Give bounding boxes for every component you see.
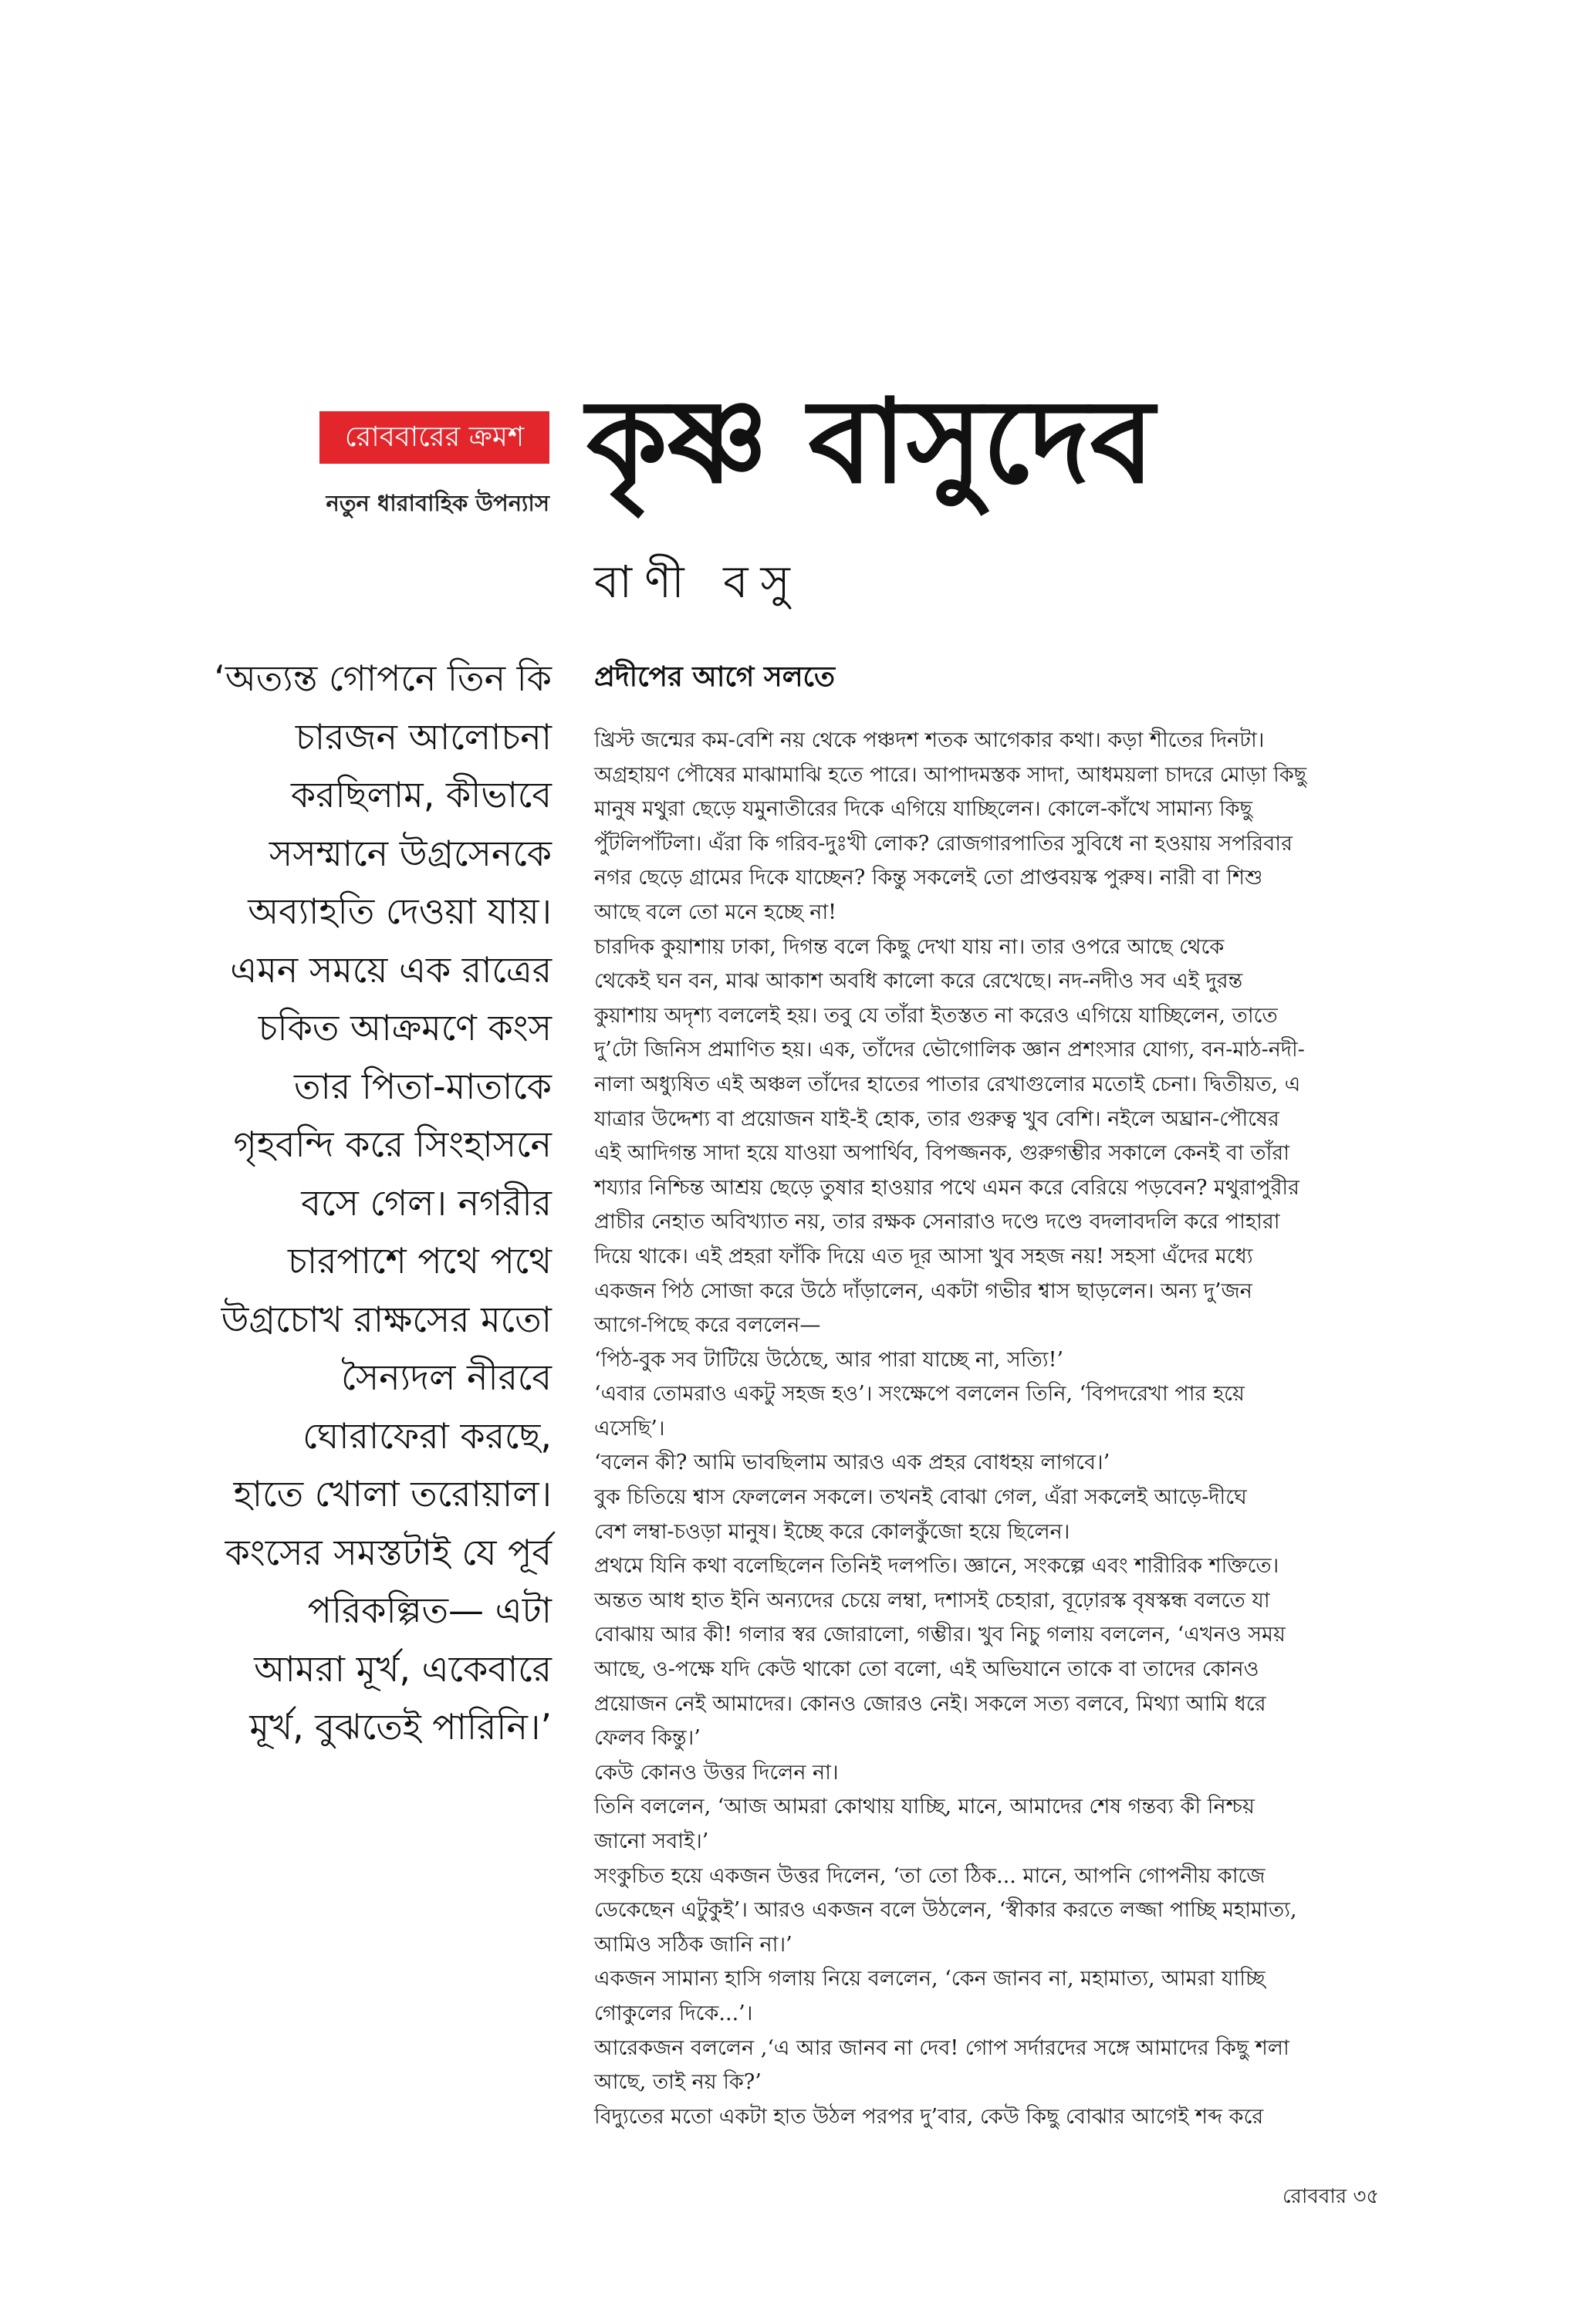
body-line: কুয়াশায় অদৃশ্য বললেই হয়। তবু যে তাঁরা ইতস্তত না করেও এগিয়ে যাচ্ছিলেন, তাতে bbox=[594, 1003, 1278, 1028]
section-tag: রোববারের ক্রমশ bbox=[319, 411, 549, 464]
body-line: মানুষ মথুরা ছেড়ে যমুনাতীরের দিকে এগিয়ে যাচ্ছিলেন। কোলে-কাঁখে সামান্য কিছু bbox=[594, 797, 1252, 822]
body-line: অগ্রহায়ণ পৌষের মাঝামাঝি হতে পারে। আপাদমস্তক সাদা, আধময়লা চাদরে মোড়া কিছু bbox=[594, 762, 1307, 787]
body-line: ‘এবার তোমরাও একটু সহজ হও’। সংক্ষেপে বললেন তিনি, ‘বিপদরেখা পার হয়ে bbox=[594, 1382, 1245, 1407]
body-line: কেউ কোনও উত্তর দিলেন না। bbox=[594, 1760, 839, 1785]
body-line: আছে, ও-পক্ষে যদি কেউ থাকো তো বলো, এই অভিযানে তাকে বা তাদের কোনও bbox=[594, 1657, 1259, 1682]
pull-quote-line: উগ্রচোখ রাক্ষসের মতো bbox=[221, 1298, 552, 1340]
pull-quote-line: আমরা মূর্খ, একেবারে bbox=[254, 1647, 552, 1690]
body-line: থেকেই ঘন বন, মাঝ আকাশ অবধি কালো করে রেখেছে। নদ-নদীও সব এই দুরন্ত bbox=[594, 969, 1243, 994]
body-line: অন্তত আধ হাত ইনি অন্যদের চেয়ে লম্বা, দশাসই চেহারা, বূঢ়োরস্ক বৃষস্কন্ধ বলতে যা bbox=[594, 1588, 1270, 1613]
chapter-heading: প্রদীপের আগে সলতে bbox=[594, 661, 835, 693]
body-line: আছে বলে তো মনে হচ্ছে না! bbox=[594, 900, 837, 924]
body-line: ডেকেছেন এটুকুই’। আরও একজন বলে উঠলেন, ‘স্বীকার করতে লজ্জা পাচ্ছি মহামাত্য, bbox=[594, 1898, 1297, 1923]
series-subtitle: নতুন ধারাবাহিক উপন্যাস bbox=[326, 490, 549, 516]
body-line: একজন সামান্য হাসি গলায় নিয়ে বললেন, ‘কেন জানব না, মহামাত্য, আমরা যাচ্ছি bbox=[594, 1967, 1266, 1991]
body-line: সংকুচিত হয়ে একজন উত্তর দিলেন, ‘তা তো ঠিক... মানে, আপনি গোপনীয় কাজে bbox=[594, 1863, 1266, 1888]
body-line: দিয়ে থাকে। এই প্রহরা ফাঁকি দিয়ে এত দূর আসা খুব সহজ নয়! সহসা এঁদের মধ্যে bbox=[594, 1244, 1253, 1268]
pull-quote-line: সসম্মানে উগ্রসেনকে bbox=[269, 832, 552, 874]
body-line: আছে, তাই নয় কি?’ bbox=[594, 2070, 762, 2095]
body-line: গোকুলের দিকে...’। bbox=[594, 2001, 753, 2025]
author-name: বাণী বসু bbox=[594, 556, 803, 608]
body-line: বুক চিতিয়ে শ্বাস ফেললেন সকলে। তখনই বোঝা গেল, এঁরা সকলেই আড়ে-দীঘে bbox=[594, 1485, 1247, 1510]
body-line: বিদ্যুতের মতো একটা হাত উঠল পরপর দু’বার, কেউ কিছু বোঝার আগেই শব্দ করে bbox=[594, 2104, 1264, 2129]
pull-quote-line: চারপাশে পথে পথে bbox=[288, 1240, 552, 1282]
body-line: নালা অধ্যুষিত এই অঞ্চল তাঁদের হাতের পাতার রেখাগুলোর মতোই চেনা। দ্বিতীয়ত, এ bbox=[594, 1072, 1301, 1096]
pull-quote-line: চারজন আলোচনা bbox=[295, 715, 552, 758]
pull-quote-line: পরিকল্পিত— এটা bbox=[307, 1589, 552, 1631]
pull-quote bbox=[147, 650, 552, 1757]
body-line: এসেছি’। bbox=[594, 1416, 665, 1441]
body-line: বোঝায় আর কী! গলার স্বর জোরালো, গম্ভীর। খুব নিচু গলায় বললেন, ‘এখনও সময় bbox=[594, 1623, 1286, 1647]
body-line: এই আদিগন্ত সাদা হয়ে যাওয়া অপার্থিব, বিপজ্জনক, গুরুগম্ভীর সকালে কেনই বা তাঁরা bbox=[594, 1141, 1290, 1166]
body-line: প্রথমে যিনি কথা বলেছিলেন তিনিই দলপতি। জ্ঞানে, সংকল্পে এবং শারীরিক শক্তিতে। bbox=[594, 1554, 1279, 1579]
body-line: নগর ছেড়ে গ্রামের দিকে যাচ্ছেন? কিন্তু সকলেই তো প্রাপ্তবয়স্ক পুরুষ। নারী বা শিশু bbox=[594, 866, 1263, 890]
pull-quote-line: তার পিতা-মাতাকে bbox=[293, 1065, 552, 1107]
body-line: চারদিক কুয়াশায় ঢাকা, দিগন্ত বলে কিছু দেখা যায় না। তার ওপরে আছে থেকে bbox=[594, 934, 1225, 959]
body-line: বেশ লম্বা-চওড়া মানুষ। ইচ্ছে করে কোলকুঁজো হয়ে ছিলেন। bbox=[594, 1519, 1070, 1544]
pull-quote-line: ঘোরাফেরা করছে, bbox=[302, 1414, 552, 1457]
body-line: জানো সবাই।’ bbox=[594, 1829, 709, 1853]
body-line: শয্যার নিশ্চিন্ত আশ্রয় ছেড়ে তুষার হাওয়ার পথে এমন করে বেরিয়ে পড়বেন? মথুরাপুরীর bbox=[594, 1175, 1300, 1200]
body-line: আরেকজন বললেন ,‘এ আর জানব না দেব! গোপ সর্দারদের সঙ্গে আমাদের কিছু শলা bbox=[594, 2035, 1289, 2060]
pull-quote-line: সৈন্যদল নীরবে bbox=[341, 1356, 552, 1398]
pull-quote-line: বসে গেল। নগরীর bbox=[301, 1181, 552, 1224]
pull-quote-line: চকিত আক্রমণে কংস bbox=[258, 1007, 552, 1049]
body-line: আমিও সঠিক জানি না।’ bbox=[594, 1932, 792, 1957]
page-folio: রোববার ৩৫ bbox=[1282, 2185, 1380, 2208]
body-line: খ্রিস্ট জন্মের কম-বেশি নয় থেকে পঞ্চদশ শতক আগেকার কথা। কড়া শীতের দিনটা। bbox=[594, 728, 1265, 752]
body-line: ‘পিঠ-বুক সব টাটিয়ে উঠেছে, আর পারা যাচ্ছে না, সত্যি!’ bbox=[594, 1347, 1064, 1372]
body-line: দু’টো জিনিস প্রমাণিত হয়। এক, তাঁদের ভৌগোলিক জ্ঞান প্রশংসার যোগ্য, বন-মাঠ-নদী- bbox=[594, 1038, 1305, 1062]
pull-quote-line: ‘অত্যন্ত গোপনে তিন কি bbox=[214, 657, 552, 699]
pull-quote-line: হাতে খোলা তরোয়াল। bbox=[233, 1473, 552, 1515]
body-line: যাত্রার উদ্দেশ্য বা প্রয়োজন যাই-ই হোক, তার গুরুত্ব খুব বেশি। নইলে অঘ্রান-পৌষের bbox=[594, 1106, 1279, 1131]
pull-quote-line: এমন সময়ে এক রাত্রের bbox=[230, 948, 552, 991]
pull-quote-line: মূর্খ, বুঝতেই পারিনি।’ bbox=[249, 1706, 552, 1748]
pull-quote-line: কংসের সমস্তটাই যে পূর্ব bbox=[225, 1531, 552, 1573]
pull-quote-line: গৃহবন্দি করে সিংহাসনে bbox=[233, 1123, 552, 1165]
story-title: কৃষ্ণ বাসুদেব bbox=[586, 375, 1155, 509]
article-body bbox=[594, 724, 1435, 2134]
body-line: প্রাচীর নেহাত অবিখ্যাত নয়, তার রক্ষক সেনারাও দণ্ডে দণ্ডে বদলাবদলি করে পাহারা bbox=[594, 1210, 1280, 1235]
body-line: পুঁটলিপাঁটলা। এঁরা কি গরিব-দুঃখী লোক? রোজগারপাতির সুবিধে না হওয়ায় সপরিবার bbox=[594, 831, 1293, 856]
body-line: তিনি বললেন, ‘আজ আমরা কোথায় যাচ্ছি, মানে, আমাদের শেষ গন্তব্য কী নিশ্চয় bbox=[594, 1795, 1255, 1819]
body-line: ফেলব কিন্তু।’ bbox=[594, 1726, 701, 1751]
pull-quote-line: অব্যাহতি দেওয়া যায়। bbox=[248, 890, 552, 932]
pull-quote-line: করছিলাম, কীভাবে bbox=[291, 774, 552, 816]
body-line: আগে-পিছে করে বললেন— bbox=[594, 1313, 821, 1338]
body-line: একজন পিঠ সোজা করে উঠে দাঁড়ালেন, একটা গভীর শ্বাস ছাড়লেন। অন্য দু’জন bbox=[594, 1279, 1252, 1303]
body-line: ‘বলেন কী? আমি ভাবছিলাম আরও এক প্রহর বোধহয় লাগবে।’ bbox=[594, 1451, 1110, 1475]
body-line: প্রয়োজন নেই আমাদের। কোনও জোরও নেই। সকলে সত্য বলবে, মিথ্যা আমি ধরে bbox=[594, 1691, 1266, 1716]
